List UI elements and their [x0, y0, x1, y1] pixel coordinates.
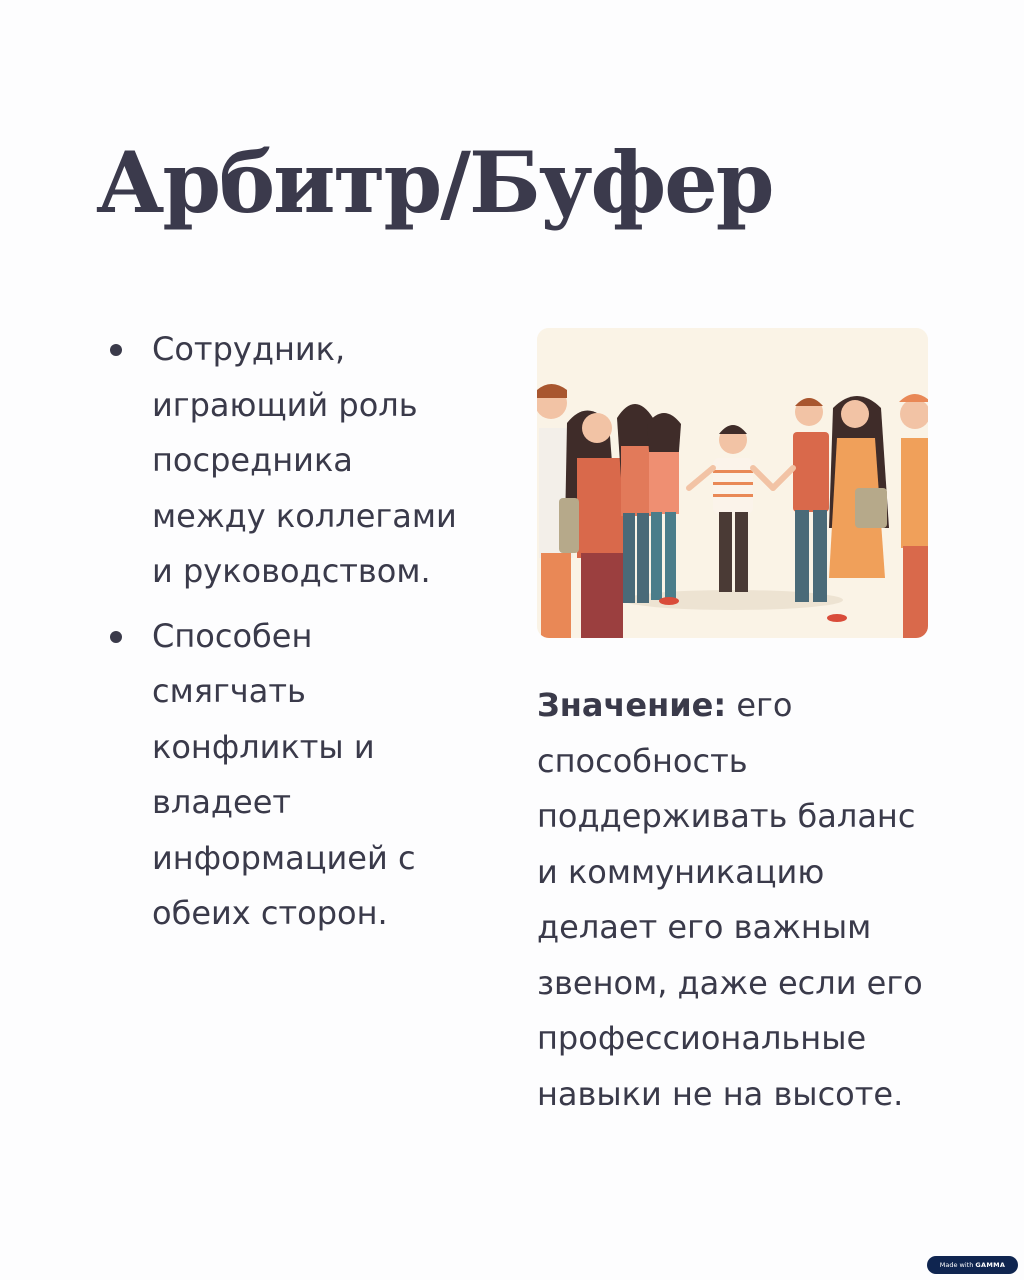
- bullet-list: [104, 322, 464, 951]
- people-illustration-icon: [537, 328, 928, 638]
- made-with-gamma-badge[interactable]: [927, 1256, 1018, 1274]
- bullet-dot-icon: [110, 631, 122, 643]
- meaning-label: Значение:: [537, 686, 727, 724]
- bullet-text: Сотрудник, играющий роль посредника между коллегами и руководством.: [152, 330, 457, 590]
- bullet-item: [104, 322, 464, 600]
- bullet-text: Способен смягчать конфликты и владеет информацией с обеих сторон.: [152, 616, 416, 932]
- badge-prefix: Made with: [939, 1261, 974, 1269]
- slide-title: Арбитр/Буфер: [96, 133, 773, 232]
- gamma-logo-text: GAMMA: [975, 1261, 1006, 1269]
- group-of-people-illustration: [537, 328, 928, 638]
- bullet-dot-icon: [110, 344, 122, 356]
- meaning-paragraph: [537, 678, 937, 1122]
- meaning-text: его способность поддерживать баланс и коммуникацию делает его важным звеном, даже если его профессиональные навыки не на высоте.: [537, 686, 923, 1113]
- bullet-item: [104, 609, 464, 942]
